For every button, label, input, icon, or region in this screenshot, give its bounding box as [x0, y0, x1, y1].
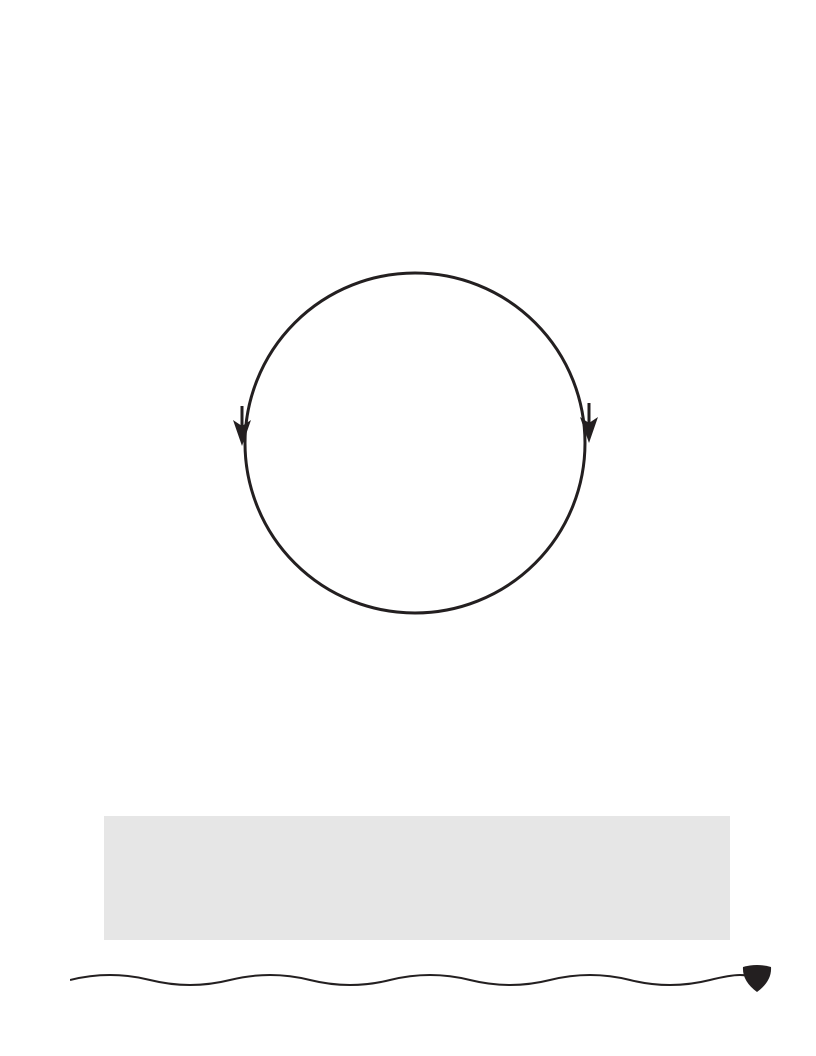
footer-wave-line	[70, 966, 750, 990]
page-number-badge	[740, 963, 774, 993]
cycle-of-fourths-arrow-icon	[231, 406, 253, 448]
cycle-of-fifths-arrow-icon	[578, 403, 600, 445]
sequence-panel	[104, 816, 730, 940]
cycle-circle	[230, 258, 600, 628]
